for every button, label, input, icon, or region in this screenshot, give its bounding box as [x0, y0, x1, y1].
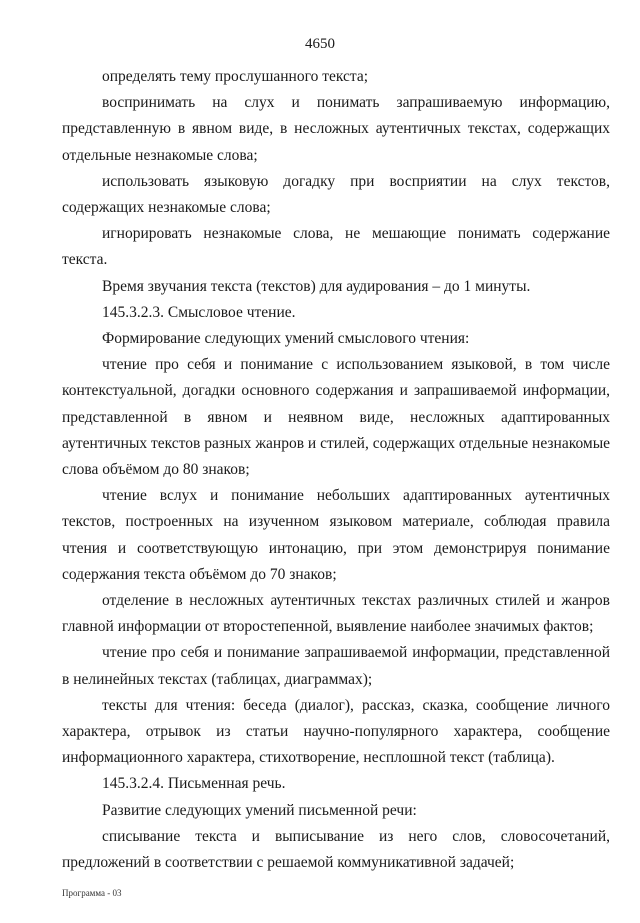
paragraph-15: списывание текста и выписывание из него слов, словосочетаний, предложений в соответствии с решаемой коммуникативной задачей; [62, 827, 610, 872]
page-number: 4650 [305, 36, 335, 52]
paragraph-1: определять тему прослушанного текста; [102, 68, 369, 85]
paragraph-14: Развитие следующих умений письменной речи: [102, 801, 417, 819]
section-heading-writing: 145.3.2.4. Письменная речь. [102, 775, 286, 793]
paragraph-7: Формирование следующих умений смыслового чтения: [102, 330, 470, 348]
paragraph-9: чтение вслух и понимание небольших адаптированных аутентичных текстов, построенных на изученном языковом материале, соблюдая правила чтения и соответствующую интонацию, при этом демонстрируя понимание содержания текста объёмом до 70 знаков; [62, 487, 610, 583]
paragraph-8: чтение про себя и понимание с использованием языковой, в том числе контекстуальной, догадки основного содержания и запрашиваемой информации, представленной в явном и неявном виде, несложных адаптированных аутентичных текстов разных жанров и стилей, содержащих отдельные незнакомые слова объёмом до 80 знаков; [62, 356, 610, 479]
paragraph-11: чтение про себя и понимание запрашиваемой информации, представленной в нелинейных текстах (таблицах, диаграммах); [62, 644, 610, 688]
paragraph-5: Время звучания текста (текстов) для аудирования – до 1 минуты. [102, 277, 531, 295]
paragraph-12: тексты для чтения: беседа (диалог), рассказ, сказка, сообщение личного характера, отрывок из статьи научно-популярного характера, сообщение информационного характера, стихотворение, несплошной текст (таблица). [62, 696, 610, 767]
section-heading-reading: 145.3.2.3. Смысловое чтение. [102, 303, 296, 321]
paragraph-4: игнорировать незнакомые слова, не мешающие понимать содержание текста. [62, 225, 610, 269]
paragraph-10: отделение в несложных аутентичных текстах различных стилей и жанров главной информации от второстепенной, выявление наиболее значимых фактов; [62, 592, 610, 636]
document-body [62, 64, 610, 876]
paragraph-3: использовать языковую догадку при восприятии на слух текстов, содержащих незнакомые слова; [62, 172, 610, 217]
footer-label: Программа - 03 [62, 888, 122, 898]
paragraph-2: воспринимать на слух и понимать запрашиваемую информацию, представленную в явном виде, в несложных аутентичных текстах, содержащих отдельные незнакомые слова; [62, 94, 610, 164]
